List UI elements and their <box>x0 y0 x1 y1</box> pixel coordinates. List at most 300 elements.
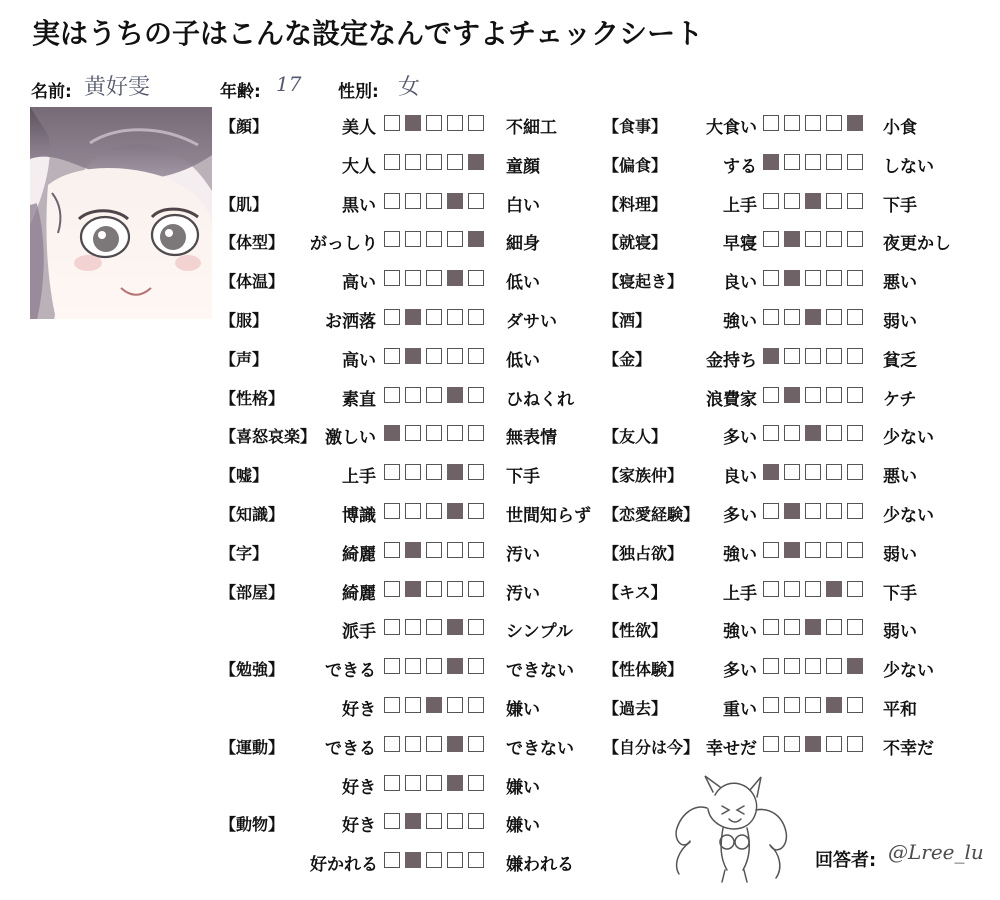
right-trait-label: 嫌い <box>506 777 540 798</box>
rating-box-2[interactable] <box>784 697 800 713</box>
left-trait-label: 綺麗 <box>342 583 376 604</box>
rating-box-5[interactable] <box>468 697 484 713</box>
rating-box-1[interactable] <box>384 852 400 868</box>
page-title: 実はうちの子はこんな設定なんですよチェックシート <box>32 17 704 50</box>
rating-box-2[interactable] <box>784 387 800 403</box>
left-trait-label: 多い <box>723 428 757 449</box>
rating-scale[interactable] <box>384 542 484 558</box>
rating-box-1[interactable] <box>763 542 779 558</box>
rating-box-4[interactable] <box>447 503 463 519</box>
rating-box-4[interactable] <box>826 387 842 403</box>
rating-box-3[interactable] <box>805 425 821 441</box>
category-label: 【就寝】 <box>603 233 668 253</box>
rating-scale[interactable] <box>763 115 863 131</box>
left-row <box>220 651 600 681</box>
rating-scale[interactable] <box>763 348 863 364</box>
rating-box-1[interactable] <box>763 736 779 752</box>
rating-scale[interactable] <box>763 154 863 170</box>
left-row <box>220 612 600 642</box>
category-label: 【嘘】 <box>220 466 269 486</box>
rating-box-1[interactable] <box>384 193 400 209</box>
rating-box-4[interactable] <box>826 736 842 752</box>
rating-box-1[interactable] <box>763 425 779 441</box>
rating-box-1[interactable] <box>763 503 779 519</box>
rating-box-3[interactable] <box>426 581 442 597</box>
rating-box-3[interactable] <box>426 115 442 131</box>
rating-box-2[interactable] <box>405 425 421 441</box>
left-row <box>220 729 600 759</box>
rating-box-2[interactable] <box>405 348 421 364</box>
rating-box-2[interactable] <box>784 658 800 674</box>
rating-box-4[interactable] <box>826 348 842 364</box>
rating-scale[interactable] <box>384 852 484 868</box>
left-row <box>220 535 600 565</box>
rating-box-3[interactable] <box>805 619 821 635</box>
left-row <box>220 418 600 448</box>
right-row <box>603 302 993 332</box>
rating-box-3[interactable] <box>426 658 442 674</box>
rating-scale[interactable] <box>384 503 484 519</box>
category-label: 【体型】 <box>220 233 285 253</box>
rating-box-2[interactable] <box>405 658 421 674</box>
right-trait-label: 平和 <box>883 700 917 720</box>
rating-box-1[interactable] <box>384 736 400 752</box>
left-trait-label: 高い <box>342 350 376 371</box>
rating-box-3[interactable] <box>426 193 442 209</box>
rating-box-3[interactable] <box>805 115 821 131</box>
rating-box-5[interactable] <box>847 464 863 480</box>
left-trait-label: 良い <box>723 467 757 488</box>
rating-box-4[interactable] <box>447 542 463 558</box>
rating-box-5[interactable] <box>847 270 863 286</box>
rating-box-5[interactable] <box>847 736 863 752</box>
rating-box-5[interactable] <box>468 581 484 597</box>
rating-box-4[interactable] <box>826 309 842 325</box>
rating-box-2[interactable] <box>405 309 421 325</box>
rating-box-2[interactable] <box>784 115 800 131</box>
rating-box-3[interactable] <box>805 464 821 480</box>
rating-box-2[interactable] <box>405 115 421 131</box>
rating-scale[interactable] <box>384 193 484 209</box>
rating-box-1[interactable] <box>384 581 400 597</box>
rating-box-3[interactable] <box>426 852 442 868</box>
left-trait-label: 激しい <box>325 428 376 449</box>
rating-box-4[interactable] <box>447 231 463 247</box>
rating-box-1[interactable] <box>384 387 400 403</box>
right-row <box>603 224 993 254</box>
rating-box-2[interactable] <box>405 775 421 791</box>
rating-box-2[interactable] <box>784 425 800 441</box>
rating-box-5[interactable] <box>468 619 484 635</box>
rating-box-4[interactable] <box>447 658 463 674</box>
rating-scale[interactable] <box>763 270 863 286</box>
rating-box-4[interactable] <box>826 697 842 713</box>
rating-box-3[interactable] <box>426 503 442 519</box>
rating-box-5[interactable] <box>468 270 484 286</box>
rating-box-3[interactable] <box>805 231 821 247</box>
left-row <box>220 806 600 836</box>
rating-box-1[interactable] <box>763 115 779 131</box>
rating-box-5[interactable] <box>847 697 863 713</box>
rating-box-1[interactable] <box>384 464 400 480</box>
rating-box-1[interactable] <box>763 464 779 480</box>
rating-box-4[interactable] <box>826 115 842 131</box>
rating-box-2[interactable] <box>405 581 421 597</box>
rating-box-4[interactable] <box>826 542 842 558</box>
rating-box-2[interactable] <box>784 231 800 247</box>
rating-box-4[interactable] <box>447 425 463 441</box>
rating-box-1[interactable] <box>763 309 779 325</box>
rating-box-2[interactable] <box>405 852 421 868</box>
rating-box-1[interactable] <box>384 813 400 829</box>
rating-scale[interactable] <box>763 231 863 247</box>
left-row <box>220 380 600 410</box>
rating-box-5[interactable] <box>847 231 863 247</box>
rating-box-4[interactable] <box>826 581 842 597</box>
left-row <box>220 263 600 293</box>
rating-box-5[interactable] <box>468 348 484 364</box>
rating-scale[interactable] <box>763 736 863 752</box>
rating-box-1[interactable] <box>384 309 400 325</box>
rating-box-3[interactable] <box>805 697 821 713</box>
category-label: 【偏食】 <box>603 155 668 175</box>
rating-box-1[interactable] <box>763 193 779 209</box>
rating-box-3[interactable] <box>805 348 821 364</box>
rating-box-3[interactable] <box>805 542 821 558</box>
rating-box-5[interactable] <box>468 813 484 829</box>
rating-box-5[interactable] <box>468 193 484 209</box>
category-label: 【肌】 <box>220 194 269 214</box>
rating-box-1[interactable] <box>763 697 779 713</box>
rating-box-3[interactable] <box>805 581 821 597</box>
category-label: 【知識】 <box>220 505 285 524</box>
rating-box-4[interactable] <box>447 852 463 868</box>
rating-box-3[interactable] <box>426 542 442 558</box>
right-trait-label: シンプル <box>506 622 573 643</box>
right-row <box>603 108 993 138</box>
rating-scale[interactable] <box>384 231 484 247</box>
rating-box-5[interactable] <box>847 542 863 558</box>
rating-box-2[interactable] <box>784 736 800 752</box>
left-row <box>220 574 600 604</box>
rating-box-3[interactable] <box>426 736 442 752</box>
left-trait-label: 強い <box>723 622 757 643</box>
rating-box-2[interactable] <box>784 503 800 519</box>
rating-box-5[interactable] <box>468 309 484 325</box>
rating-box-1[interactable] <box>763 348 779 364</box>
rating-box-1[interactable] <box>384 425 400 441</box>
category-label: 【料理】 <box>603 194 668 214</box>
rating-box-2[interactable] <box>405 503 421 519</box>
rating-box-5[interactable] <box>847 503 863 519</box>
rating-box-4[interactable] <box>447 348 463 364</box>
rating-box-4[interactable] <box>447 309 463 325</box>
category-label: 【キス】 <box>603 582 667 602</box>
rating-scale[interactable] <box>763 464 863 480</box>
rating-scale[interactable] <box>384 736 484 752</box>
rating-box-5[interactable] <box>847 425 863 441</box>
left-trait-label: 早寝 <box>723 234 757 255</box>
rating-box-1[interactable] <box>384 348 400 364</box>
rating-box-1[interactable] <box>384 542 400 558</box>
rating-box-2[interactable] <box>784 270 800 286</box>
right-row <box>603 418 993 448</box>
rating-box-4[interactable] <box>447 619 463 635</box>
rating-box-2[interactable] <box>405 813 421 829</box>
rating-box-3[interactable] <box>426 309 442 325</box>
left-row <box>220 147 600 177</box>
rating-box-5[interactable] <box>468 852 484 868</box>
right-trait-label: 少ない <box>883 661 934 682</box>
left-row <box>220 768 600 798</box>
right-row <box>603 651 993 681</box>
rating-box-4[interactable] <box>826 193 842 209</box>
rating-scale[interactable] <box>763 697 863 713</box>
rating-box-1[interactable] <box>763 270 779 286</box>
rating-box-3[interactable] <box>805 658 821 674</box>
right-trait-label: 白い <box>506 195 540 216</box>
rating-box-4[interactable] <box>826 154 842 170</box>
rating-box-2[interactable] <box>405 542 421 558</box>
rating-box-2[interactable] <box>405 387 421 403</box>
rating-scale[interactable] <box>384 464 484 480</box>
rating-scale[interactable] <box>763 503 863 519</box>
rating-box-5[interactable] <box>847 154 863 170</box>
rating-box-4[interactable] <box>826 425 842 441</box>
left-trait-label: 浪費家 <box>706 389 757 410</box>
rating-box-1[interactable] <box>384 231 400 247</box>
left-trait-label: 好き <box>342 777 376 798</box>
rating-scale[interactable] <box>763 581 863 597</box>
rating-box-3[interactable] <box>426 813 442 829</box>
rating-box-4[interactable] <box>447 270 463 286</box>
rating-box-3[interactable] <box>426 425 442 441</box>
rating-box-1[interactable] <box>763 231 779 247</box>
right-trait-label: 低い <box>506 350 540 371</box>
rating-box-4[interactable] <box>826 270 842 286</box>
rating-scale[interactable] <box>384 581 484 597</box>
rating-box-5[interactable] <box>847 309 863 325</box>
rating-box-3[interactable] <box>426 231 442 247</box>
rating-box-2[interactable] <box>784 464 800 480</box>
rating-box-3[interactable] <box>805 503 821 519</box>
rating-box-5[interactable] <box>468 115 484 131</box>
rating-scale[interactable] <box>763 309 863 325</box>
rating-box-5[interactable] <box>847 115 863 131</box>
rating-box-5[interactable] <box>468 154 484 170</box>
answerer-signature: @Lree_lu <box>888 840 984 864</box>
rating-box-2[interactable] <box>784 193 800 209</box>
right-trait-label: 少ない <box>883 506 934 526</box>
right-trait-label: できない <box>506 661 574 682</box>
rating-box-4[interactable] <box>447 387 463 403</box>
rating-box-2[interactable] <box>405 193 421 209</box>
category-label: 【喜怒哀楽】 <box>220 427 317 447</box>
rating-box-5[interactable] <box>468 658 484 674</box>
left-trait-label: できる <box>325 738 376 759</box>
rating-box-5[interactable] <box>847 619 863 635</box>
rating-box-4[interactable] <box>447 581 463 597</box>
right-trait-label: 嫌い <box>506 700 540 720</box>
left-trait-label: お洒落 <box>325 312 376 332</box>
rating-scale[interactable] <box>384 658 484 674</box>
rating-box-5[interactable] <box>468 542 484 558</box>
rating-box-1[interactable] <box>384 115 400 131</box>
rating-scale[interactable] <box>763 658 863 674</box>
left-trait-label: 上手 <box>723 195 757 216</box>
right-trait-label: 弱い <box>883 544 917 565</box>
rating-box-5[interactable] <box>468 775 484 791</box>
rating-box-5[interactable] <box>847 581 863 597</box>
rating-box-5[interactable] <box>847 348 863 364</box>
rating-scale[interactable] <box>763 542 863 558</box>
rating-box-2[interactable] <box>405 154 421 170</box>
rating-box-1[interactable] <box>384 658 400 674</box>
rating-box-2[interactable] <box>784 619 800 635</box>
rating-box-3[interactable] <box>426 775 442 791</box>
rating-box-3[interactable] <box>426 270 442 286</box>
category-label: 【過去】 <box>603 699 668 718</box>
left-trait-label: 美人 <box>342 118 376 138</box>
rating-box-3[interactable] <box>426 464 442 480</box>
rating-box-4[interactable] <box>826 503 842 519</box>
rating-box-5[interactable] <box>468 425 484 441</box>
rating-box-1[interactable] <box>384 697 400 713</box>
rating-box-3[interactable] <box>805 387 821 403</box>
rating-box-3[interactable] <box>426 387 442 403</box>
left-trait-label: 綺麗 <box>342 544 376 565</box>
rating-scale[interactable] <box>384 270 484 286</box>
rating-scale[interactable] <box>384 619 484 635</box>
right-trait-label: ダサい <box>506 312 557 332</box>
right-trait-label: 不細工 <box>506 118 557 138</box>
rating-box-2[interactable] <box>405 619 421 635</box>
rating-scale[interactable] <box>763 193 863 209</box>
category-label: 【友人】 <box>603 427 668 447</box>
name-label: 名前: <box>31 82 72 102</box>
rating-box-5[interactable] <box>468 464 484 480</box>
rating-box-1[interactable] <box>763 387 779 403</box>
left-row <box>220 186 600 216</box>
rating-scale[interactable] <box>763 619 863 635</box>
rating-box-3[interactable] <box>426 619 442 635</box>
age-value: 17 <box>276 72 302 96</box>
rating-box-1[interactable] <box>763 154 779 170</box>
rating-box-3[interactable] <box>805 736 821 752</box>
rating-scale[interactable] <box>384 697 484 713</box>
rating-box-4[interactable] <box>447 193 463 209</box>
right-row <box>603 612 993 642</box>
rating-box-1[interactable] <box>763 619 779 635</box>
right-trait-label: 小食 <box>883 118 917 138</box>
rating-box-3[interactable] <box>805 154 821 170</box>
rating-scale[interactable] <box>763 425 863 441</box>
rating-box-5[interactable] <box>468 387 484 403</box>
right-trait-label: 少ない <box>883 428 934 449</box>
left-trait-label: 好かれる <box>310 855 378 876</box>
right-row <box>603 341 993 371</box>
rating-box-3[interactable] <box>426 348 442 364</box>
rating-box-1[interactable] <box>763 658 779 674</box>
rating-scale[interactable] <box>384 348 484 364</box>
rating-box-2[interactable] <box>784 348 800 364</box>
category-label: 【運動】 <box>220 737 285 757</box>
rating-box-2[interactable] <box>784 309 800 325</box>
rating-box-2[interactable] <box>405 464 421 480</box>
rating-box-4[interactable] <box>826 231 842 247</box>
right-trait-label: ケチ <box>883 389 917 410</box>
rating-box-1[interactable] <box>384 619 400 635</box>
rating-scale[interactable] <box>763 387 863 403</box>
left-row <box>220 224 600 254</box>
rating-box-3[interactable] <box>805 309 821 325</box>
rating-box-3[interactable] <box>426 154 442 170</box>
rating-box-2[interactable] <box>405 736 421 752</box>
rating-box-1[interactable] <box>384 270 400 286</box>
rating-box-5[interactable] <box>847 193 863 209</box>
rating-box-2[interactable] <box>784 154 800 170</box>
rating-box-4[interactable] <box>447 464 463 480</box>
rating-box-3[interactable] <box>805 193 821 209</box>
rating-box-5[interactable] <box>468 736 484 752</box>
rating-scale[interactable] <box>384 387 484 403</box>
rating-scale[interactable] <box>384 775 484 791</box>
category-label: 【字】 <box>220 543 269 563</box>
left-row <box>220 108 600 138</box>
rating-box-2[interactable] <box>784 581 800 597</box>
rating-box-5[interactable] <box>847 658 863 674</box>
rating-box-5[interactable] <box>468 231 484 247</box>
rating-scale[interactable] <box>384 154 484 170</box>
category-label: 【独占欲】 <box>603 543 684 563</box>
rating-box-4[interactable] <box>447 775 463 791</box>
right-trait-label: 弱い <box>883 622 917 643</box>
category-label: 【家族仲】 <box>603 466 684 486</box>
rating-scale[interactable] <box>384 425 484 441</box>
rating-box-4[interactable] <box>447 697 463 713</box>
right-row <box>603 496 993 526</box>
rating-box-2[interactable] <box>405 697 421 713</box>
rating-box-4[interactable] <box>826 658 842 674</box>
rating-box-4[interactable] <box>447 736 463 752</box>
rating-box-1[interactable] <box>384 503 400 519</box>
rating-box-4[interactable] <box>826 464 842 480</box>
rating-box-4[interactable] <box>447 115 463 131</box>
category-label: 【動物】 <box>220 815 285 835</box>
rating-box-3[interactable] <box>805 270 821 286</box>
right-row <box>603 380 993 410</box>
rating-scale[interactable] <box>384 309 484 325</box>
rating-box-5[interactable] <box>847 387 863 403</box>
rating-scale[interactable] <box>384 115 484 131</box>
rating-scale[interactable] <box>384 813 484 829</box>
rating-box-3[interactable] <box>426 697 442 713</box>
rating-box-2[interactable] <box>405 231 421 247</box>
left-trait-label: 強い <box>723 544 757 565</box>
rating-box-1[interactable] <box>384 775 400 791</box>
right-trait-label: 貧乏 <box>883 350 917 371</box>
rating-box-2[interactable] <box>405 270 421 286</box>
rating-box-4[interactable] <box>447 154 463 170</box>
rating-box-1[interactable] <box>763 581 779 597</box>
right-row <box>603 186 993 216</box>
rating-box-4[interactable] <box>826 619 842 635</box>
rating-box-4[interactable] <box>447 813 463 829</box>
left-trait-label: 派手 <box>342 622 376 643</box>
rating-box-5[interactable] <box>468 503 484 519</box>
rating-box-1[interactable] <box>384 154 400 170</box>
rating-box-2[interactable] <box>784 542 800 558</box>
